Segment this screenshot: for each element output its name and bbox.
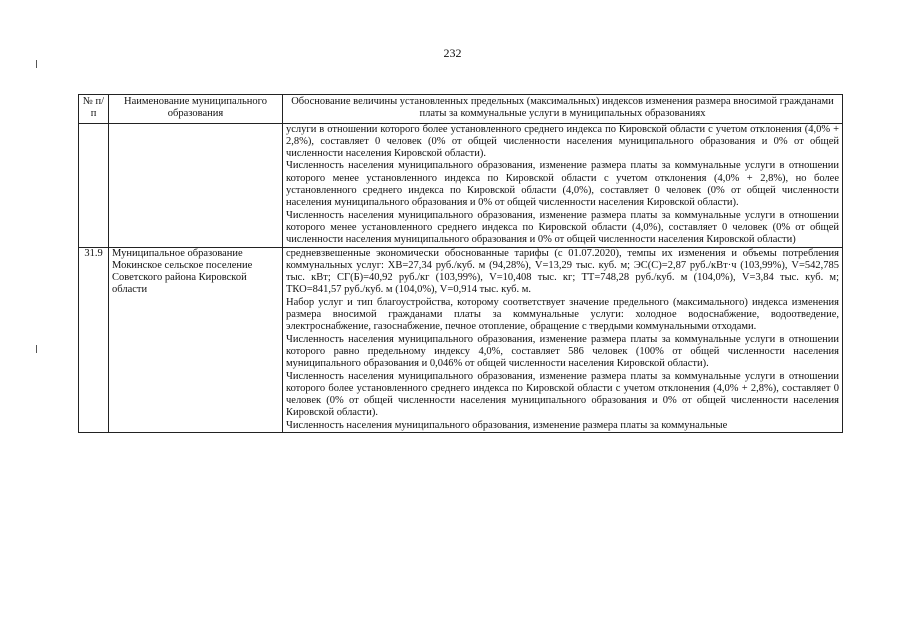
row-number: 31.9 bbox=[79, 247, 109, 432]
justification-cell bbox=[283, 247, 843, 432]
header-num: № п/п bbox=[79, 95, 109, 124]
row-number bbox=[79, 123, 109, 247]
table-row bbox=[79, 123, 843, 247]
justification-cell bbox=[283, 123, 843, 247]
table-row bbox=[79, 247, 843, 432]
justification-paragraph: Численность населения муниципального образования, изменение размера платы за коммунальные услуги в отношении которого более установленного среднего индекса по Кировской области с учетом отклонения (4,0% + 2,8%), составляет 0 человек (0% от общей численности населения муниципального образования и 0% от общей численности населения Кировской области). bbox=[286, 370, 839, 419]
page-number: 232 bbox=[443, 46, 462, 60]
municipality-name bbox=[109, 123, 283, 247]
header-municipality-name: Наименование муниципального образования bbox=[109, 95, 283, 124]
tariff-justification-table bbox=[78, 94, 843, 433]
scan-mark-bottom bbox=[36, 345, 37, 353]
justification-paragraph: Численность населения муниципального образования, изменение размера платы за коммунальные услуги в отношении которого равно предельному индексу 4,0%, составляет 586 человек (100% от общей численности населения муниципального образования и 0,046% от общей численности населения Кировской области). bbox=[286, 333, 839, 370]
justification-paragraph: Численность населения муниципального образования, изменение размера платы за коммунальные услуги в отношении которого менее установленного среднего индекса по Кировской области (4,0%), составляет 0 человек (0% от общей численности населения муниципального образования и 0% от общей численности населения Кировской области) bbox=[286, 209, 839, 246]
justification-paragraph: средневзвешенные экономически обоснованные тарифы (с 01.07.2020), темпы их изменения и объемы потребления коммунальных услуг: ХВ=27,34 руб./куб. м (94,28%), V=13,29 тыс. куб. м; ЭС(С)=2,87 руб./кВт·ч (103,99%), V=542,785 тыс. кВт; СГ(Б)=40,92 руб./кг (103,99%), V=10,408 тыс. кг; ТТ=748,28 руб./куб. м (104,0%), V=3,84 тыс. куб. м; ТКО=841,57 руб./куб. м (104,0%), V=0,914 тыс. куб. м. bbox=[286, 247, 839, 296]
scan-mark-top bbox=[36, 60, 37, 68]
table-header-row bbox=[79, 95, 843, 124]
header-justification: Обоснование величины установленных предельных (максимальных) индексов изменения размера вносимой гражданами платы за коммунальные услуги в муниципальных образованиях bbox=[283, 95, 843, 124]
justification-paragraph: Численность населения муниципального образования, изменение размера платы за коммунальные bbox=[286, 419, 728, 431]
municipality-name: Муниципальное образование Мокинское сельское поселение Советского района Кировской области bbox=[109, 247, 283, 432]
justification-paragraph: Набор услуг и тип благоустройства, которому соответствует значение предельного (максимального) индекса изменения размера вносимой гражданами платы за коммунальные услуги: холодное водоснабжение, водоотведение, электроснабжение, газоснабжение, печное отопление, обращение с твердыми коммунальными отходами. bbox=[286, 296, 839, 333]
justification-paragraph: Численность населения муниципального образования, изменение размера платы за коммунальные услуги в отношении которого менее установленного индекса по Кировской области с учетом отклонения (4,0% + 2,8%), но более установленного среднего индекса по Кировской области (4,0%), составляет 0 человек (0% от общей численности населения муниципального образования и 0% от общей численности населения Кировской области). bbox=[286, 160, 839, 209]
justification-paragraph: услуги в отношении которого более установленного среднего индекса по Кировской области с учетом отклонения (4,0% + 2,8%), составляет 0 человек (0% от общей численности населения муниципального образования и 0% от общей численности населения Кировской области). bbox=[286, 123, 839, 160]
